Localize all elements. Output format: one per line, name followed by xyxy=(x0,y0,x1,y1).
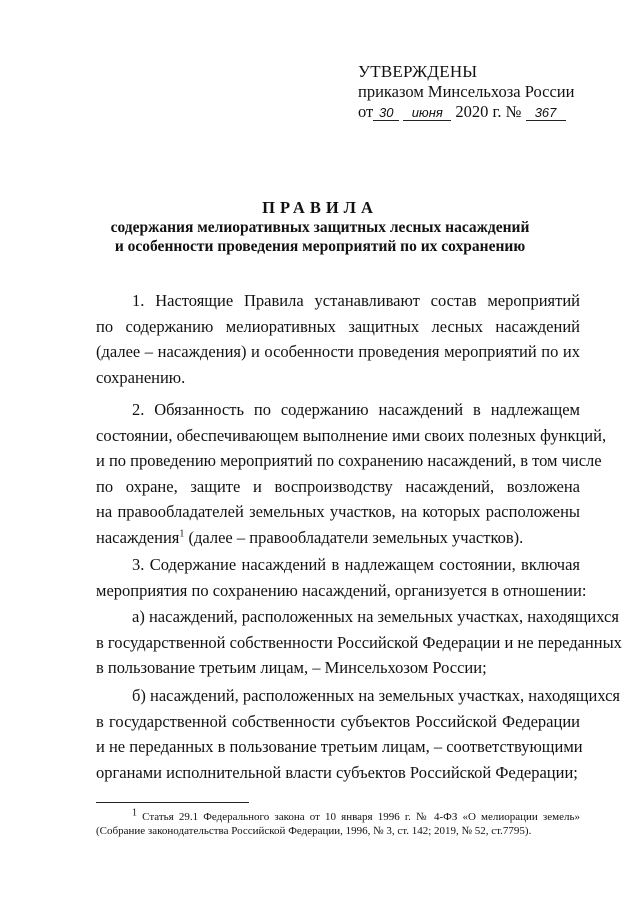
p2-line-6 xyxy=(96,525,580,551)
p3-line-1: 3. Содержание насаждений в надлежащем состоянии, включая xyxy=(132,555,580,574)
p2-line-5: на правообладателей земельных участков, на которых расположены xyxy=(96,502,580,521)
paragraph-3 xyxy=(96,552,587,603)
pa-line-1: а) насаждений, расположенных на земельных участках, находящихся xyxy=(132,607,619,626)
p2-line-6-end: (далее – правообладатели земельных участков). xyxy=(184,527,524,547)
approval-from-label: от xyxy=(358,102,374,121)
approval-order-line: приказом Минсельхоза России xyxy=(358,82,575,101)
footnote-divider xyxy=(96,802,249,803)
approval-year: 2020 г. xyxy=(455,102,502,121)
p1-line-4: сохранению. xyxy=(96,367,186,387)
pb-line-4: органами исполнительной власти субъектов Российской Федерации; xyxy=(96,762,578,782)
footnote xyxy=(96,807,580,838)
approval-header: УТВЕРЖДЕНЫ xyxy=(358,62,478,81)
p2-line-3: и по проведению мероприятий по сохранению насаждений, в том числе xyxy=(96,451,602,470)
p1-line-2: по содержанию мелиоративных защитных лесных насаждений xyxy=(96,316,580,336)
footnote-line-2: (Собрание законодательства Российской Федерации, 1996, № 3, ст. 142; 2019, № 52, ст.7795). xyxy=(96,825,532,837)
document-title: ПРАВИЛА xyxy=(262,198,378,217)
approval-day: 30 xyxy=(373,105,399,121)
p2-line-2: состоянии, обеспечивающем выполнение ими своих полезных функций, xyxy=(96,425,607,445)
paragraph-a xyxy=(96,604,622,681)
document-subtitle-line-2: и особенности проведения мероприятий по их сохранению xyxy=(114,238,526,255)
pb-line-3: и не переданных в пользование третьим лицам, – соответствующими xyxy=(96,737,583,756)
footnote-line-1 xyxy=(96,807,580,824)
pb-line-2: в государственной собственности субъектов Российской Федерации xyxy=(96,711,580,731)
document-subtitle-line-1: содержания мелиоративных защитных лесных насаждений xyxy=(110,219,530,236)
approval-block xyxy=(358,62,608,122)
pa-line-2: в государственной собственности Российской Федерации и не переданных xyxy=(96,632,622,652)
footnote-text-1: Статья 29.1 Федерального закона от 10 января 1996 г. № 4-ФЗ «О мелиорации земель» xyxy=(142,811,580,823)
p2-line-1: 2. Обязанность по содержанию насаждений в надлежащем xyxy=(132,400,580,419)
paragraph-2 xyxy=(96,397,607,550)
footnote-reference: 1 xyxy=(179,528,185,539)
p2-line-6-start: насаждения xyxy=(96,527,180,547)
approval-number-label: № xyxy=(505,102,522,121)
pa-line-3: в пользование третьим лицам, – Минсельхозом России; xyxy=(96,658,487,677)
approval-month: июня xyxy=(403,105,451,121)
approval-date-line xyxy=(358,102,608,122)
p1-line-3: (далее – насаждения) и особенности проведения мероприятий по их xyxy=(96,342,580,361)
p1-line-1: 1. Настоящие Правила устанавливают состав мероприятий xyxy=(132,291,580,310)
pb-line-1: б) насаждений, расположенных на земельных участках, находящихся xyxy=(132,686,621,705)
footnote-mark: 1 xyxy=(132,807,137,819)
p3-line-2: мероприятия по сохранению насаждений, организуется в отношении: xyxy=(96,580,587,600)
paragraph-b xyxy=(96,683,621,785)
approval-number: 367 xyxy=(526,105,566,121)
p2-line-4: по охране, защите и воспроизводству насаждений, возложена xyxy=(96,476,580,496)
paragraph-1 xyxy=(96,288,580,390)
